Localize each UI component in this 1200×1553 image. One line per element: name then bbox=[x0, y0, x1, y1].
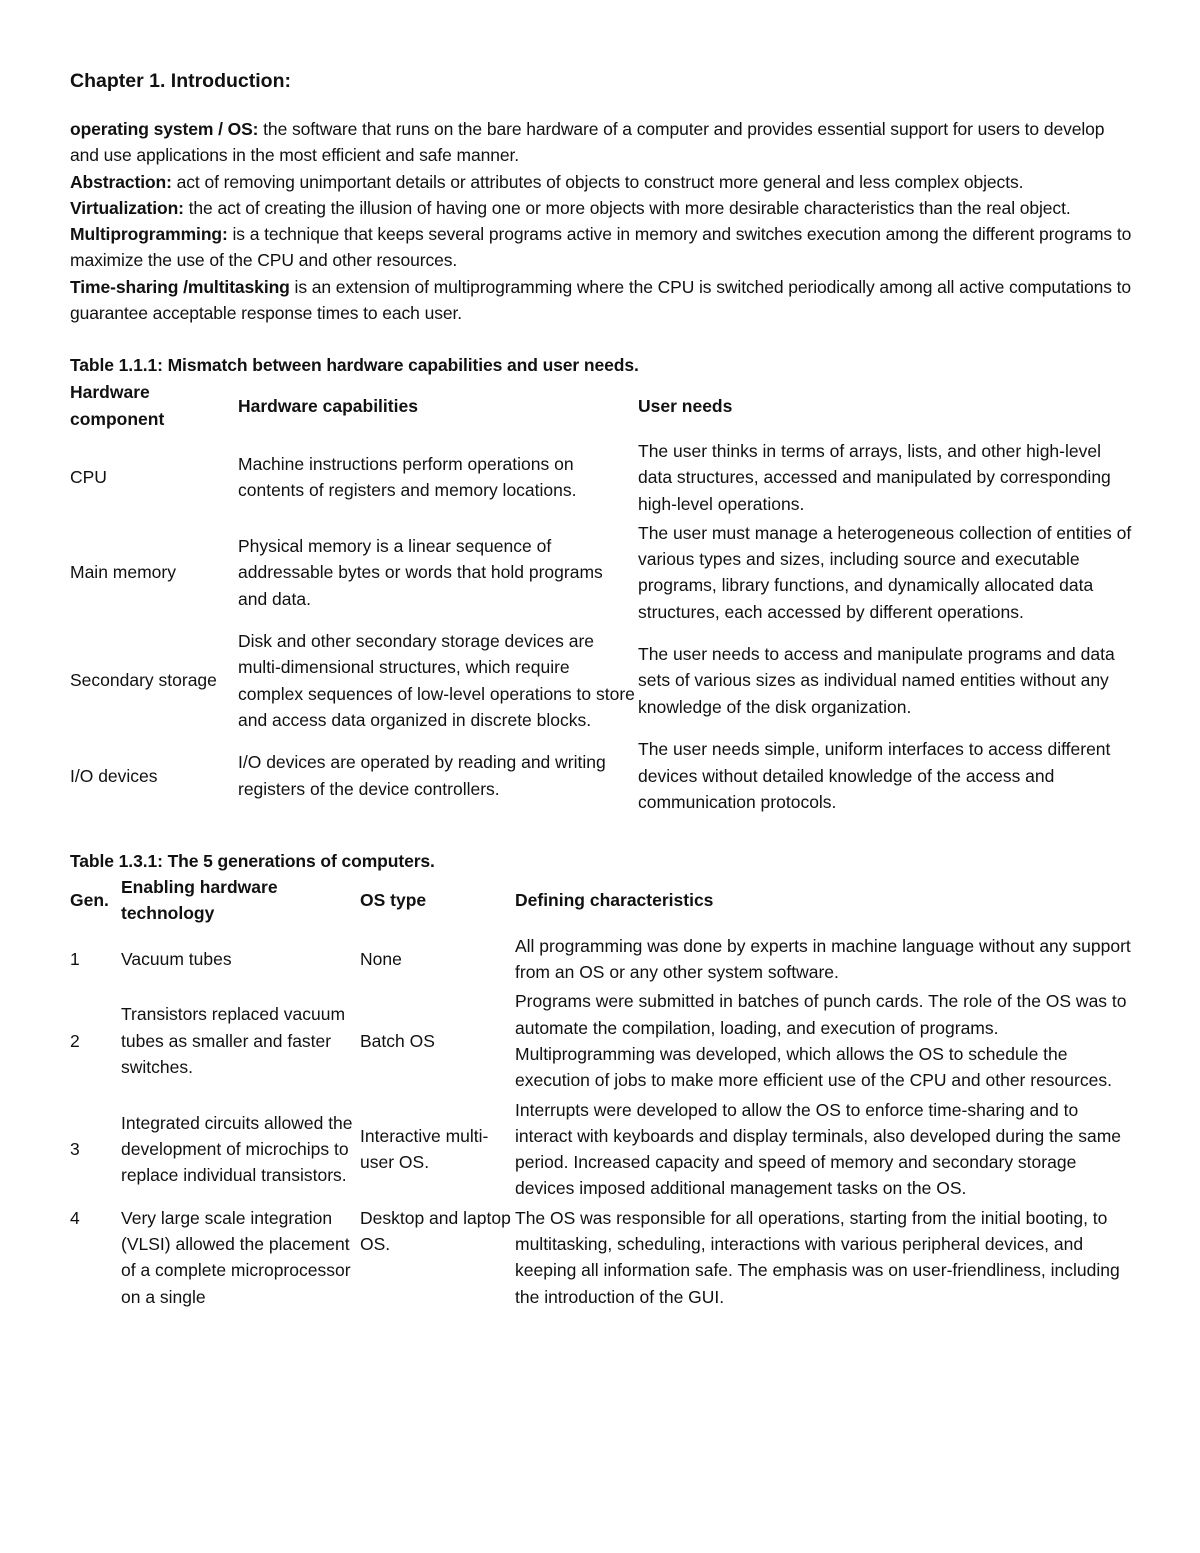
definition-item bbox=[70, 274, 1132, 327]
chapter-title: Chapter 1. Introduction: bbox=[70, 70, 291, 92]
column-header: Hardware capabilities bbox=[238, 395, 418, 416]
column-header: Enabling hardware technology bbox=[121, 877, 278, 924]
computer-generations-table bbox=[70, 874, 1132, 1313]
table-row bbox=[70, 736, 1132, 818]
table-cell: 1 bbox=[70, 948, 80, 969]
table-cell: Integrated circuits allowed the development of microchips to replace individual transistors. bbox=[121, 1112, 353, 1186]
table-cell: I/O devices are operated by reading and writing registers of the device controllers. bbox=[238, 752, 606, 799]
table-cell: The user thinks in terms of arrays, lists, and other high-level data structures, accessed and manipulated by corresponding high-level operations. bbox=[638, 440, 1111, 514]
table-cell: Disk and other secondary storage devices are multi-dimensional structures, which require complex sequences of low-level operations to store and access data organized in discrete blocks. bbox=[238, 631, 635, 730]
table-cell: Interactive multi-user OS. bbox=[360, 1125, 489, 1173]
table-cell: Secondary storage bbox=[70, 670, 217, 691]
definition-text: the act of creating the illusion of having one or more objects with more desirable characteristics than the real object. bbox=[183, 197, 1071, 218]
definition-text: is a technique that keeps several programs active in memory and switches execution among the different programs to maximize the use of the CPU and other resources. bbox=[70, 224, 1132, 271]
table-row bbox=[70, 438, 1132, 520]
table-row bbox=[70, 933, 1132, 989]
definition-term: operating system / OS: bbox=[70, 119, 259, 139]
definition-item bbox=[70, 195, 1132, 221]
definition-term: Multiprogramming: bbox=[70, 224, 228, 245]
table1-caption: Table 1.1.1: Mismatch between hardware capabilities and user needs. bbox=[70, 355, 639, 376]
table-row bbox=[70, 1097, 1132, 1205]
column-header: OS type bbox=[360, 890, 427, 911]
table-cell: 4 bbox=[70, 1207, 80, 1228]
table-cell: The OS was responsible for all operations, starting from the initial booting, to multitasking, scheduling, interactions with various peripheral devices, and keeping all information safe. The emphasis was on user-friendliness, including the introduction of the GUI. bbox=[515, 1207, 1120, 1307]
table-cell: Vacuum tubes bbox=[121, 948, 232, 969]
definitions-list bbox=[70, 116, 1132, 326]
table-cell: Physical memory is a linear sequence of addressable bytes or words that hold programs and data. bbox=[238, 536, 603, 609]
definition-text: act of removing unimportant details or attributes of objects to construct more general and less complex objects. bbox=[171, 171, 1024, 192]
table-cell: The user needs to access and manipulate programs and data sets of various sizes as individual named entities without any knowledge of the disk organization. bbox=[638, 644, 1115, 717]
table-cell: 3 bbox=[70, 1138, 80, 1159]
table-cell: Main memory bbox=[70, 562, 176, 583]
column-header: User needs bbox=[638, 395, 733, 416]
table-header-row bbox=[70, 379, 1132, 438]
column-header: Hardware component bbox=[70, 382, 165, 429]
definition-item bbox=[70, 169, 1132, 195]
table-cell: Programs were submitted in batches of punch cards. The role of the OS was to automate the compilation, loading, and execution of programs. Multiprogramming was developed, which allows the OS to schedule the execution of jobs to make more efficient use of the CPU and other resources. bbox=[515, 991, 1127, 1091]
table-cell: CPU bbox=[70, 467, 107, 488]
table-cell: All programming was done by experts in machine language without any support from an OS or any other system software. bbox=[515, 935, 1131, 983]
table-row bbox=[70, 1205, 1132, 1313]
definition-term: Virtualization: bbox=[70, 197, 184, 218]
definition-term: Abstraction: bbox=[70, 171, 172, 192]
table-cell: Very large scale integration (VLSI) allowed the placement of a complete microprocessor on a single bbox=[121, 1207, 351, 1307]
definition-term: Time-sharing /multitasking bbox=[70, 276, 290, 297]
definition-item bbox=[70, 221, 1132, 274]
hardware-mismatch-table bbox=[70, 379, 1132, 818]
table-cell: The user needs simple, uniform interfaces to access different devices without detailed knowledge of the access and communication protocols. bbox=[638, 739, 1111, 812]
table-cell: Transistors replaced vacuum tubes as smaller and faster switches. bbox=[121, 1004, 346, 1078]
table-cell: 2 bbox=[70, 1030, 80, 1051]
document-page bbox=[70, 68, 1132, 1313]
column-header: Defining characteristics bbox=[515, 890, 714, 911]
definition-text: is an extension of multiprogramming where the CPU is switched periodically among all active computations to guarantee acceptable response times to each user. bbox=[70, 276, 1132, 324]
table-cell: I/O devices bbox=[70, 765, 158, 786]
table-row bbox=[70, 520, 1132, 628]
column-header: Gen. bbox=[70, 890, 109, 911]
table-cell: The user must manage a heterogeneous collection of entities of various types and sizes, including source and executable programs, library functions, and dynamically allocated data structures, each accessed by different operations. bbox=[638, 522, 1132, 622]
definition-text: the software that runs on the bare hardware of a computer and provides essential support for users to develop and use applications in the most efficient and safe manner. bbox=[70, 119, 1105, 166]
table-cell: Desktop and laptop OS. bbox=[360, 1207, 511, 1254]
table-cell: Interrupts were developed to allow the OS to enforce time-sharing and to interact with keyboards and display terminals, also developed during the same period. Increased capacity and speed of memory and secondary storage devices imposed additional management tasks on the OS. bbox=[515, 1099, 1122, 1199]
table-header-row bbox=[70, 874, 1132, 933]
table-cell: None bbox=[360, 948, 402, 969]
table-row bbox=[70, 988, 1132, 1096]
table2-caption: Table 1.3.1: The 5 generations of computers. bbox=[70, 851, 435, 872]
definition-item bbox=[70, 116, 1132, 169]
table-cell: Machine instructions perform operations on contents of registers and memory locations. bbox=[238, 454, 577, 501]
table-row bbox=[70, 628, 1132, 736]
table-cell: Batch OS bbox=[360, 1030, 435, 1051]
